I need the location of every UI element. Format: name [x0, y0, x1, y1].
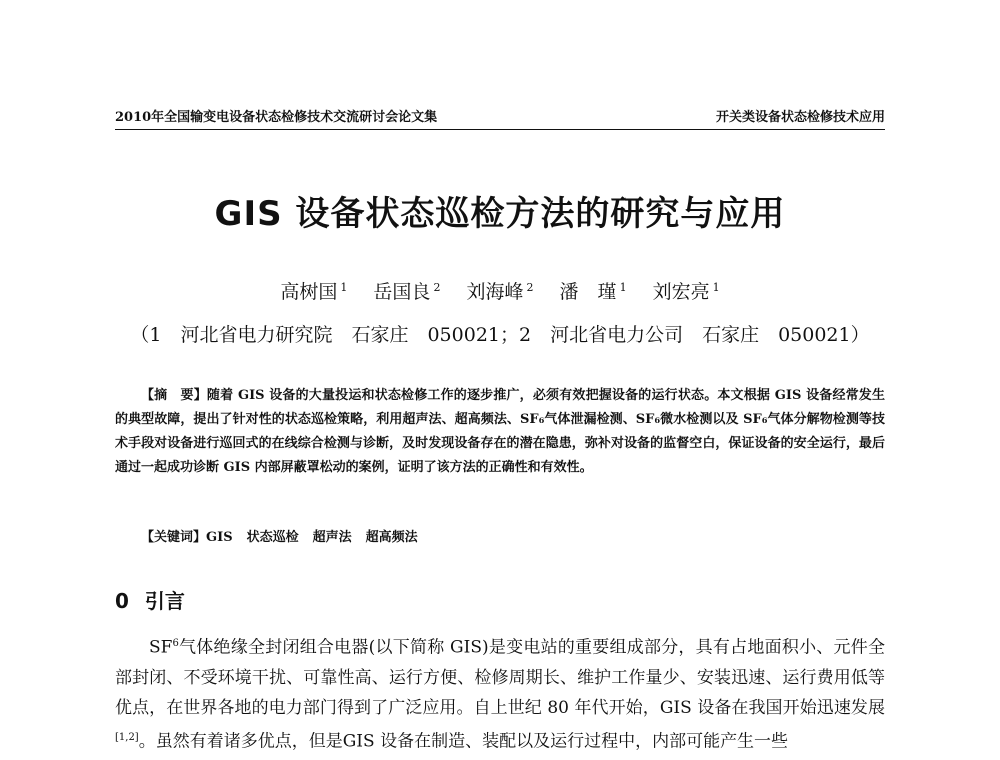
body-text: SF — [149, 637, 173, 658]
author-name: 岳国良 — [373, 281, 431, 303]
abstract-label: 【摘 要】 — [141, 388, 207, 403]
keywords — [115, 527, 885, 549]
author — [466, 281, 533, 303]
section-heading — [115, 585, 185, 614]
author — [560, 281, 627, 303]
abstract — [115, 384, 885, 480]
running-header — [115, 106, 885, 130]
section-title: 引言 — [144, 589, 185, 613]
author-list — [0, 277, 1000, 304]
keyword: 状态巡检 — [246, 530, 299, 545]
author-name: 刘海峰 — [466, 281, 524, 303]
abstract-text: 随着 GIS 设备的大量投运和状态检修工作的逐步推广，必须有效把握设备的运行状态。本文根据 GIS 设备经常发生的典型故障，提出了针对性的状态巡检策略，利用超声法、超高频法、SF₆气体泄漏检测、SF₆微水检测以及 SF₆气体分解物检测等技术手段对设备进行巡回式的在线综合检测与诊断，及时发现设备存在的潜在隐患，弥补对设备的监督空白，保证设备的安全运行，最后通过一起成功诊断 GIS 内部屏蔽罩松动的案例，证明了该方法的正确性和有效性。 — [115, 388, 885, 475]
author-name: 潘 瑾 — [559, 281, 617, 303]
author-affiliation-mark: 1 — [619, 280, 627, 294]
author-name: 刘宏亮 — [652, 281, 710, 303]
author-affiliation-mark: 2 — [526, 280, 534, 294]
subscript-mark: 6 — [172, 638, 179, 649]
author-affiliation-mark: 1 — [712, 280, 720, 294]
keywords-label: 【关键词】 — [141, 530, 207, 545]
author-name: 高树国 — [280, 281, 338, 303]
affiliation-line: （1 河北省电力研究院 石家庄 050021；2 河北省电力公司 石家庄 050021） — [130, 324, 870, 346]
header-right: 开关类设备状态检修技术应用 — [715, 110, 885, 125]
body-text: 气体绝缘全封闭组合电器(以下简称 GIS)是变电站的重要组成部分，具有占地面积小、元件全部封闭、不受环境干扰、可靠性高、运行方便、检修周期长、维护工作量少、安装迅速、运行费用低等优点，在世界各地的电力部门得到了广泛应用。自上世纪 80 年代开始，GIS 设备在我国开始迅速发展 — [115, 637, 885, 718]
author-affiliation-mark: 1 — [340, 280, 348, 294]
author — [280, 281, 347, 303]
body-paragraph — [115, 629, 885, 756]
keyword: GIS — [206, 530, 233, 545]
author-affiliation-mark: 2 — [433, 280, 441, 294]
author — [653, 281, 720, 303]
section-number: 0 — [115, 589, 129, 613]
author — [373, 281, 440, 303]
keyword: 超声法 — [312, 530, 352, 545]
citation-mark: [1,2] — [115, 731, 139, 743]
keyword: 超高频法 — [365, 530, 418, 545]
paper-title: GIS 设备状态巡检方法的研究与应用 — [214, 194, 786, 234]
body-text: 。虽然有着诸多优点，但是GIS 设备在制造、装配以及运行过程中，内部可能产生一些 — [138, 731, 789, 752]
header-left: 2010年全国输变电设备状态检修技术交流研讨会论文集 — [115, 110, 438, 125]
